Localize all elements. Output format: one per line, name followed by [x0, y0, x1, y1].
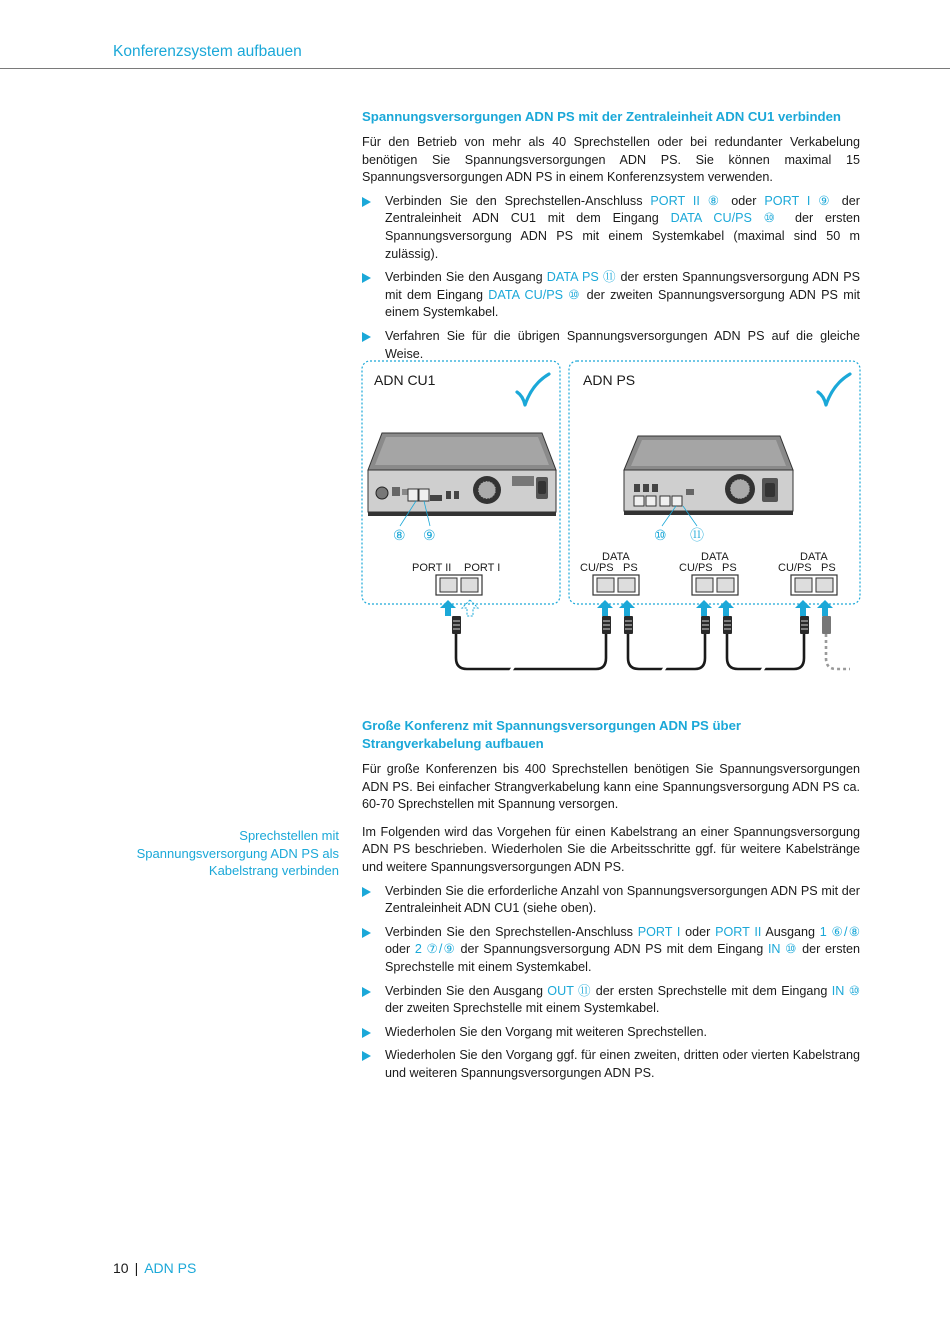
section-1-step-2: [362, 269, 860, 322]
ps-label: PS: [722, 562, 737, 574]
footer-product: ADN PS: [144, 1260, 197, 1276]
cable-plugs: [452, 616, 831, 634]
margin-note: Sprechstellen mit Spannungsversorgung ADN PS als Kabelstrang verbinden: [136, 828, 339, 879]
optional-arrow-icon: [462, 600, 478, 616]
bullet-arrow-icon: [362, 1051, 371, 1061]
page-number: 10: [113, 1260, 129, 1276]
ps-label: PS: [821, 562, 836, 574]
callout-9: ⑨: [423, 527, 436, 543]
section-2-step-5: [362, 1047, 860, 1082]
bullet-arrow-icon: [362, 1028, 371, 1038]
cups-label: CU/PS: [679, 562, 713, 574]
text: der ersten Spannungsversorgung ADN PS mit dem Eingang: [385, 270, 861, 302]
text: oder: [385, 942, 415, 957]
adn-cu1-device: [368, 433, 556, 516]
system-cables: [456, 634, 804, 669]
port-ii-label: PORT II: [412, 562, 452, 574]
text: Verfahren Sie für die übrigen Spannungsversorgungen ADN PS auf die gleiche Weise.: [385, 328, 860, 361]
port-i-ref: PORT I ⑨: [764, 193, 834, 208]
data-label: DATA: [800, 551, 828, 563]
callout-10: ⑩: [654, 527, 667, 543]
adn-ps-device: [624, 436, 793, 515]
text: der zweiten Sprechstelle mit einem Systemkabel.: [385, 1001, 660, 1016]
footer-separator: |: [134, 1260, 139, 1276]
section-2-step-1: [362, 883, 860, 918]
cups-label: CU/PS: [778, 562, 812, 574]
data-label: DATA: [701, 551, 729, 563]
section-1-step-1: [362, 193, 860, 263]
callout-11: ⑪: [690, 527, 704, 543]
port-i-label: PORT I: [464, 562, 501, 574]
text: Wiederholen Sie den Vorgang mit weiteren Sprechstellen.: [385, 1024, 708, 1039]
cups-label: CU/PS: [580, 562, 614, 574]
text: Ausgang: [761, 924, 820, 939]
bullet-arrow-icon: [362, 332, 371, 342]
adn-cu1-label: ADN CU1: [374, 372, 436, 388]
section-2-step-3: [362, 983, 860, 1018]
connection-diagram: [360, 358, 862, 680]
text: oder: [723, 193, 765, 208]
ps-unit-3-labels: [778, 551, 836, 574]
text: der Zentraleinheit ADN CU1 mit dem Eingang: [385, 193, 860, 226]
data-label: DATA: [602, 551, 630, 563]
section-1-intro: Für den Betrieb von mehr als 40 Sprechstellen oder bei redundanter Verkabelung benötigen Sie Spannungsversorgungen ADN PS. Sie können maximal 15 Spannungsversorgungen ADN PS in einem Konferenzsystem verwenden.: [362, 135, 860, 185]
text: der ersten Sprechstelle mit dem Eingang: [591, 983, 832, 998]
bullet-arrow-icon: [362, 987, 371, 997]
bullet-arrow-icon: [362, 887, 371, 897]
adn-ps-label: ADN PS: [583, 372, 636, 388]
output-1-ref: 1 ⑥/⑧: [819, 924, 860, 939]
section-2-intro: Für große Konferenzen bis 400 Sprechstellen benötigen Sie Spannungsversorgungen ADN PS. Bei einfacher Strangverkabelung kann eine Spannungsversorgung ADN PS ca. 60-70 Sprechstellen mit Spannung versorgen.: [362, 762, 860, 812]
ps-label: PS: [623, 562, 638, 574]
callout-8: ⑧: [393, 527, 406, 543]
ps2-port-jacks: [692, 575, 738, 595]
bullet-arrow-icon: [362, 273, 371, 283]
bullet-arrow-icon: [362, 197, 371, 207]
ps-unit-1-labels: [580, 551, 638, 574]
header-title: Konferenzsystem aufbauen: [113, 43, 302, 60]
port-ii-ref: PORT II ⑧: [650, 193, 724, 208]
text: oder: [680, 924, 716, 939]
ps-unit-2-labels: [679, 551, 737, 574]
port-i-ref: PORT I: [637, 924, 681, 939]
text: der ersten Spannungsversorgung ADN PS mit einem Systemkabel (maximal sind 50 m zulässig).: [385, 211, 860, 261]
data-cups-ref: DATA CU/PS ⑩: [488, 287, 582, 302]
continuation-cable: [826, 634, 850, 669]
checkmark-icon: [517, 374, 549, 405]
data-cups-ref: DATA CU/PS ⑩: [670, 211, 784, 226]
section-2-para: Im Folgenden wird das Vorgehen für einen Kabelstrang an einer Spannungsversorgung ADN PS beschrieben. Wiederholen Sie die Arbeitsschritte ggf. für weitere Kabelstränge und weitere Spannungsversorgungen ADN PS.: [362, 824, 860, 874]
text: Verbinden Sie den Ausgang: [385, 983, 548, 998]
text: Wiederholen Sie den Vorgang ggf. für einen zweiten, dritten oder vierten Kabelstrang und weiteren Spannungsversorgungen ADN PS.: [385, 1048, 860, 1080]
section-1: [362, 108, 860, 363]
section-1-title: Spannungsversorgungen ADN PS mit der Zentraleinheit ADN CU1 verbinden: [362, 109, 841, 124]
footer: [113, 1260, 196, 1276]
in-ref: IN ⑩: [767, 942, 798, 957]
section-2-title: Große Konferenz mit Spannungsversorgungen ADN PS über Strangverkabelung aufbauen: [362, 718, 742, 751]
section-2-step-2: [362, 924, 860, 977]
data-ps-ref: DATA PS ⑪: [546, 270, 617, 285]
text: der zweiten Spannungsversorgung ADN PS mit einem Systemkabel.: [385, 287, 860, 320]
checkmark-icon: [818, 374, 850, 405]
section-2-step-4: [362, 1024, 860, 1042]
cu1-port-jacks: [436, 575, 482, 595]
text: der ersten Sprechstelle mit einem Systemkabel.: [385, 942, 860, 974]
out-ref: OUT ⑪: [547, 983, 592, 998]
ps3-port-jacks: [791, 575, 837, 595]
text: Verbinden Sie den Ausgang: [385, 270, 547, 285]
port-ii-ref: PORT II: [715, 924, 762, 939]
output-2-ref: 2 ⑦/⑨: [414, 942, 456, 957]
ps1-port-jacks: [593, 575, 639, 595]
insertion-arrow-icons: [440, 600, 833, 616]
text: der Spannungsversorgung ADN PS mit dem Eingang: [455, 942, 768, 957]
text: Verbinden Sie die erforderliche Anzahl von Spannungsversorgungen ADN PS mit der Zentraleinheit ADN CU1 (siehe oben).: [385, 883, 860, 916]
bullet-arrow-icon: [362, 928, 371, 938]
section-2: [362, 717, 860, 1083]
text: Verbinden Sie den Sprechstellen-Anschluss: [385, 924, 638, 939]
header-rule: [0, 68, 950, 69]
in-ref: IN ⑩: [831, 983, 860, 998]
text: Verbinden Sie den Sprechstellen-Anschluss: [385, 193, 651, 208]
